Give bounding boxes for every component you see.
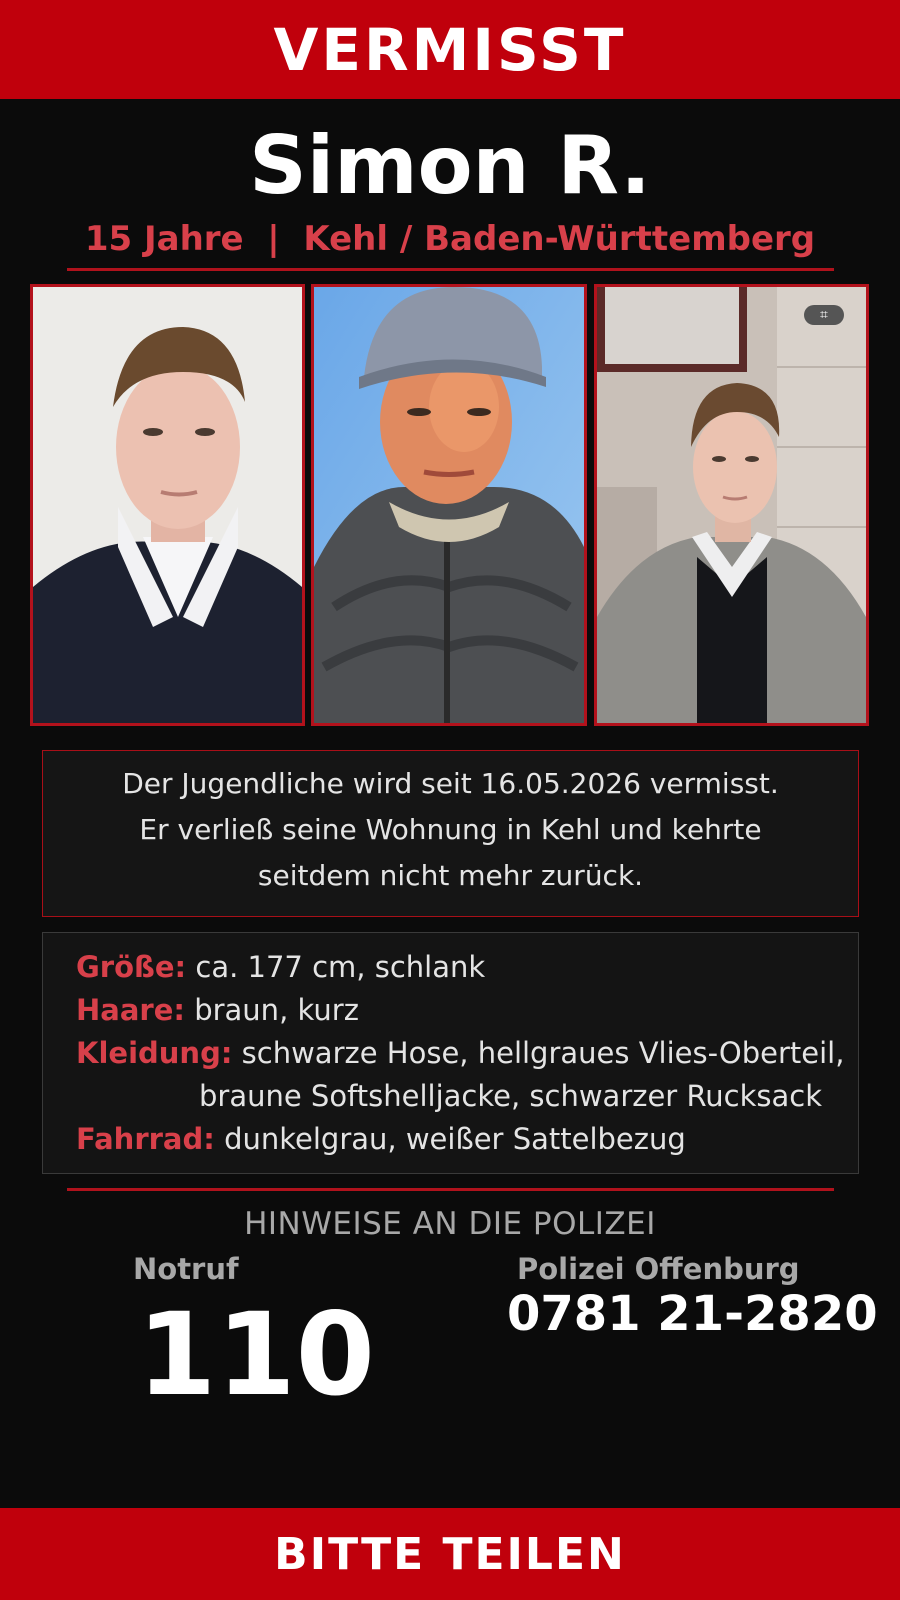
contact-heading: HINWEISE AN DIE POLIZEI	[244, 1206, 656, 1242]
details-box	[42, 932, 859, 1174]
description-line-3: seitdem nicht mehr zurück.	[257, 859, 644, 892]
footer-banner	[0, 1508, 900, 1600]
header-banner	[0, 0, 900, 99]
detail-value-groesse: ca. 177 cm, schlank	[195, 950, 486, 984]
detail-value-kleidung-1: schwarze Hose, hellgraues Vlies-Oberteil,	[241, 1036, 845, 1070]
detail-label-kleidung: Kleidung:	[76, 1036, 233, 1070]
divider-bottom	[67, 1188, 834, 1191]
polizei-label: Polizei Offenburg	[517, 1252, 800, 1286]
crop-icon: ⌗	[804, 305, 844, 325]
detail-value-haare: braun, kurz	[194, 993, 359, 1027]
divider-top	[67, 268, 834, 271]
detail-label-fahrrad: Fahrrad:	[76, 1122, 215, 1156]
notruf-number[interactable]: 110	[137, 1288, 375, 1421]
polizei-number[interactable]: 0781 21-2820	[507, 1286, 878, 1342]
detail-row-haare	[76, 990, 359, 1030]
portrait-photo-3	[594, 284, 869, 726]
detail-row-kleidung	[76, 1033, 844, 1073]
description-box	[42, 750, 859, 917]
detail-row-kleidung-cont	[199, 1076, 822, 1116]
detail-value-fahrrad: dunkelgrau, weißer Sattelbezug	[224, 1122, 686, 1156]
description-line-1: Der Jugendliche wird seit 16.05.2026 vermisst.	[122, 767, 779, 800]
portrait-photo-2	[311, 284, 587, 726]
detail-label-haare: Haare:	[76, 993, 185, 1027]
person-name: Simon R.	[249, 119, 651, 212]
description-line-2: Er verließ seine Wohnung in Kehl und kehrte	[139, 813, 762, 846]
detail-row-fahrrad	[76, 1119, 686, 1159]
notruf-label: Notruf	[133, 1252, 239, 1286]
detail-row-groesse	[76, 947, 485, 987]
header-title: VERMISST	[273, 15, 627, 84]
person-subline: 15 Jahre | Kehl / Baden-Württemberg	[84, 219, 816, 259]
portrait-photo-1	[30, 284, 305, 726]
footer-cta: BITTE TEILEN	[274, 1528, 626, 1580]
detail-label-groesse: Größe:	[76, 950, 187, 984]
detail-value-kleidung-2: braune Softshelljacke, schwarzer Rucksack	[199, 1079, 823, 1113]
